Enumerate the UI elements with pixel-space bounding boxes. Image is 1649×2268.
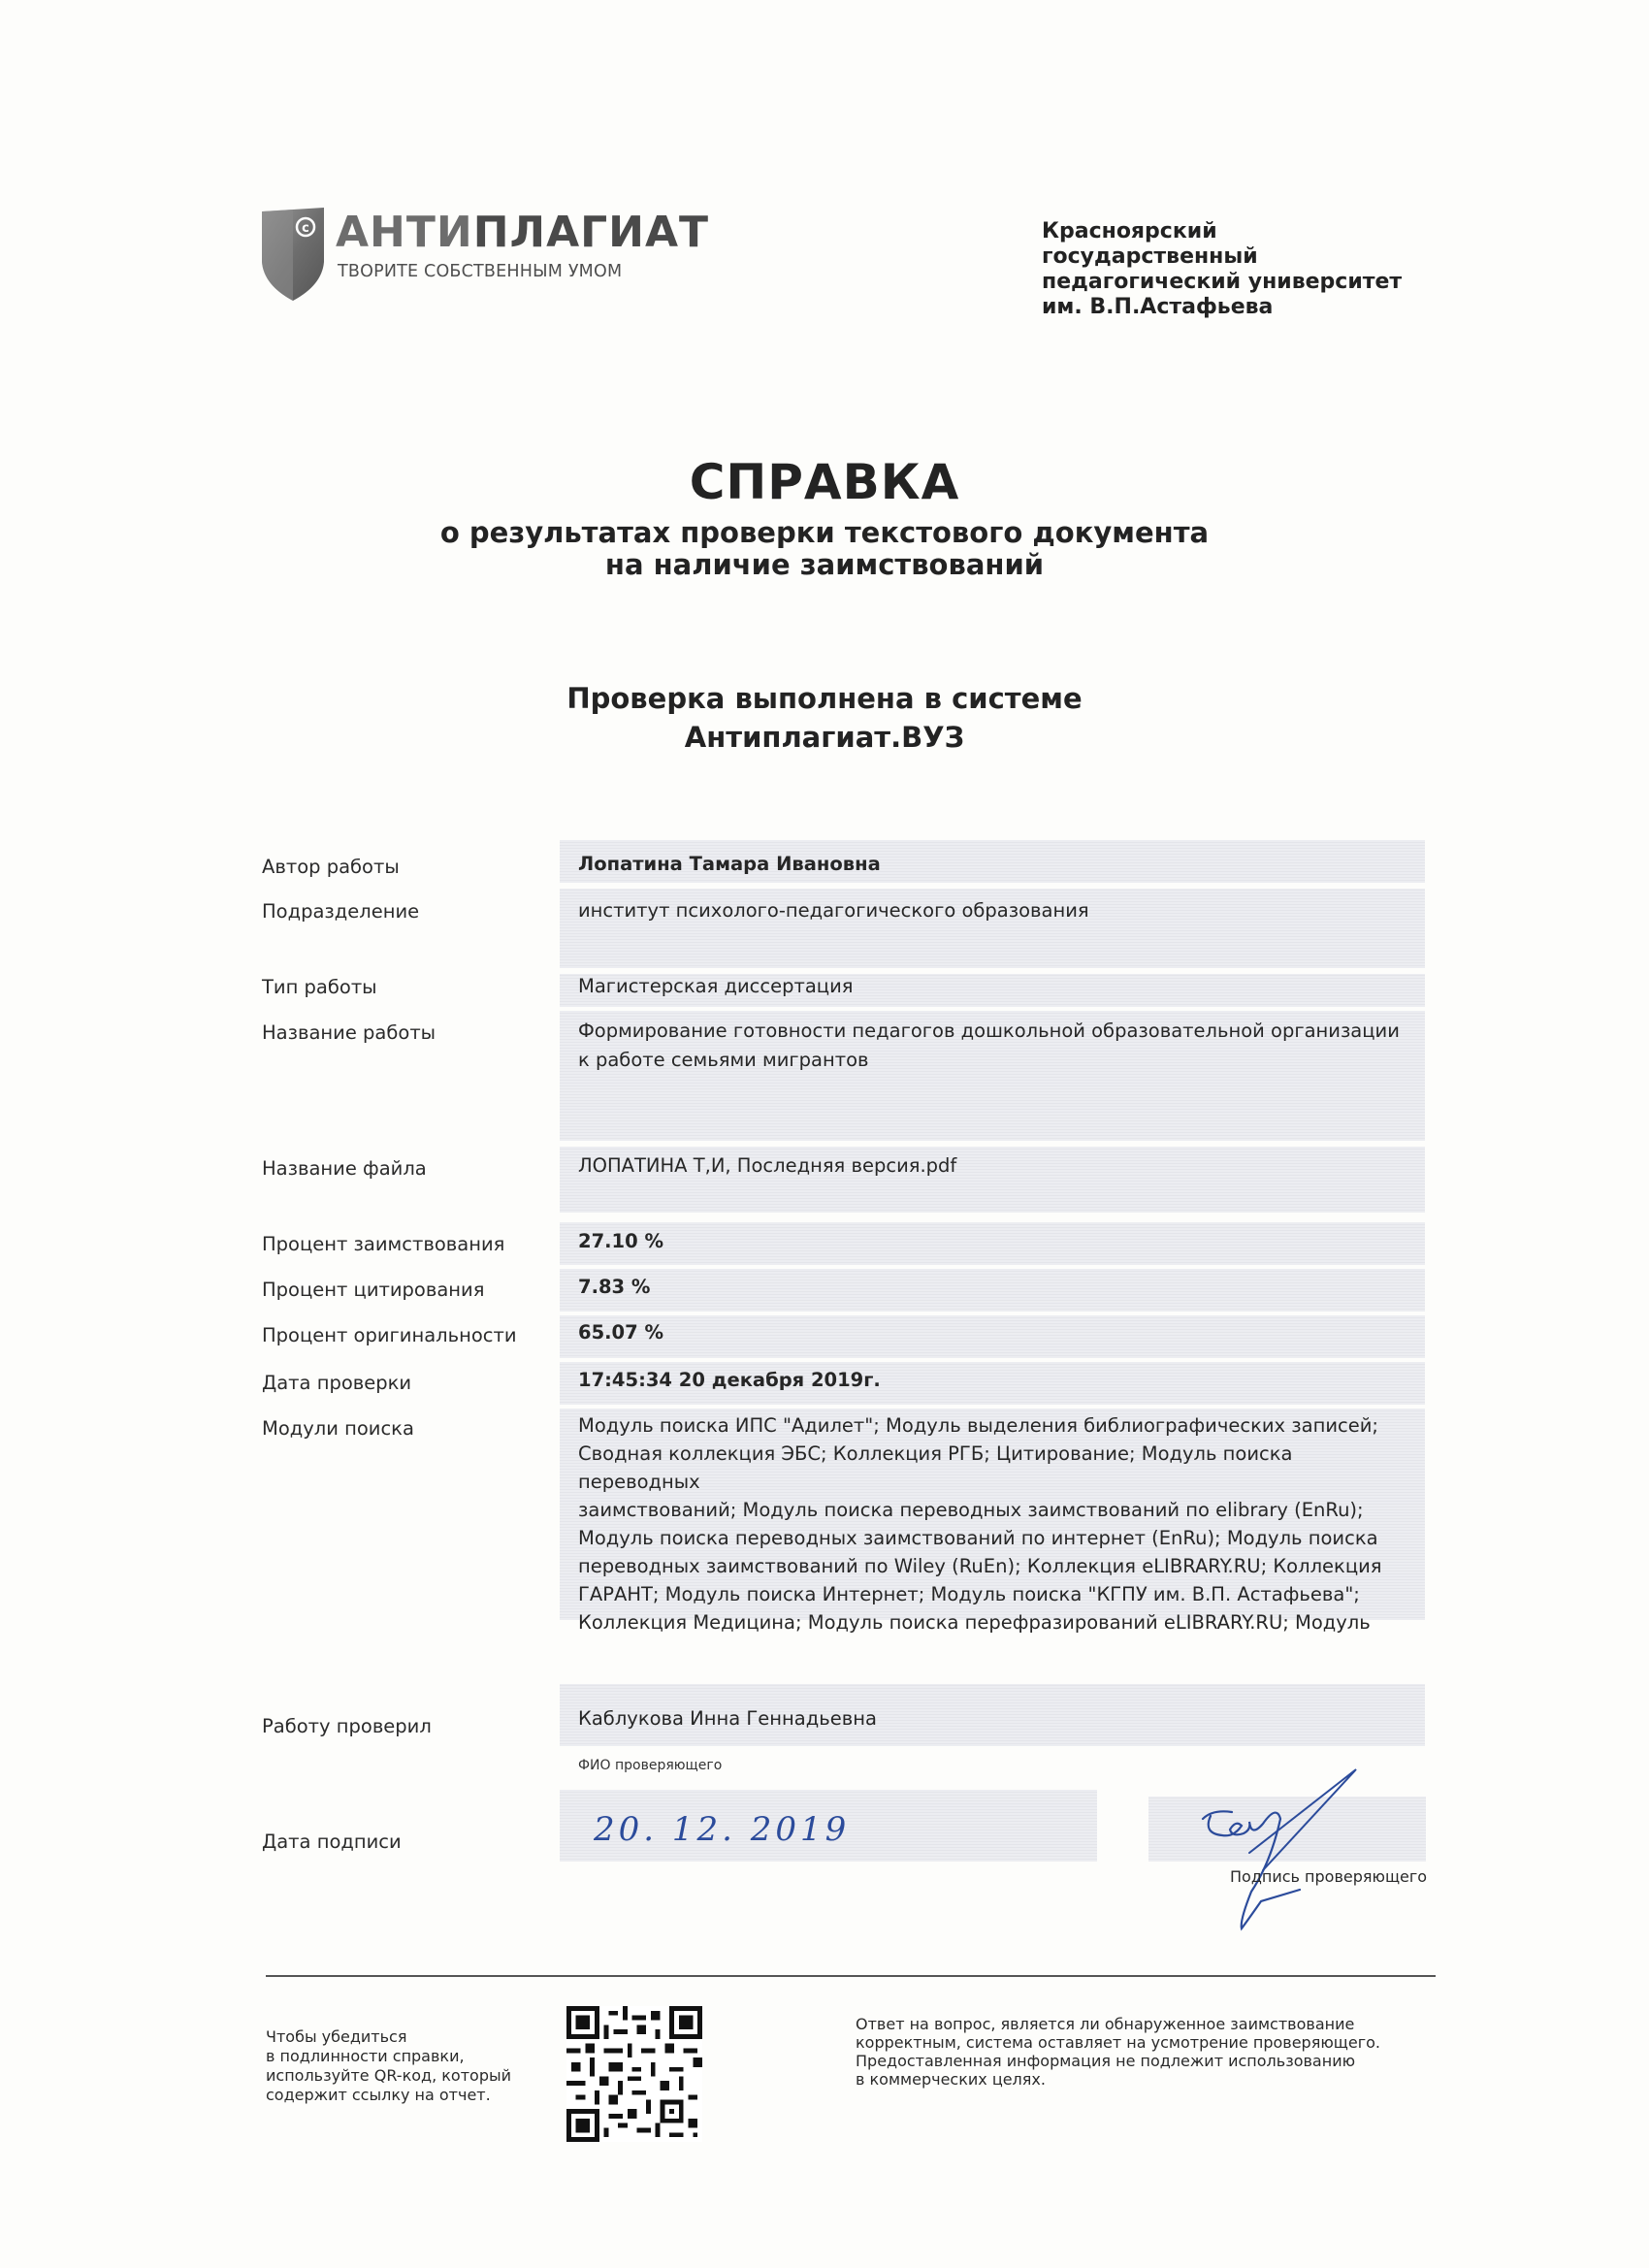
footer-right-line: корректным, система оставляет на усмотрение проверяющего.: [856, 2033, 1380, 2052]
field-box-originality: [560, 1315, 1425, 1358]
label-work-type: Тип работы: [262, 976, 377, 998]
label-modules: Модули поиска: [262, 1417, 414, 1440]
university-line: им. В.П.Астафьева: [1042, 295, 1274, 319]
value-department: институт психолого-педагогического образования: [578, 899, 1089, 922]
logo-title: [336, 208, 710, 257]
footer-disclaimer: [856, 2015, 1380, 2089]
module-line: ГАРАНТ; Модуль поиска Интернет; Модуль поиска "КГПУ им. В.П. Астафьева";: [578, 1583, 1360, 1605]
signature-icon: [1193, 1756, 1368, 1940]
value-check-date: 17:45:34 20 декабря 2019г.: [578, 1369, 881, 1391]
document-subtitle: [0, 517, 1649, 581]
system-line: Проверка выполнена в системе: [566, 682, 1083, 715]
subtitle-line: о результатах проверки текстового документа: [439, 516, 1210, 549]
module-line: переводных заимствований по Wiley (RuEn); Коллекция eLIBRARY.RU; Коллекция: [578, 1555, 1382, 1577]
label-borrowing: Процент заимствования: [262, 1233, 505, 1255]
subtitle-line: на наличие заимствований: [604, 548, 1045, 581]
module-line: Коллекция Медицина; Модуль поиска перефразирований eLIBRARY.RU; Модуль: [578, 1611, 1371, 1634]
checker-caption: ФИО проверяющего: [578, 1758, 723, 1773]
value-file-name: ЛОПАТИНА Т,И, Последняя версия.pdf: [578, 1154, 957, 1177]
label-checker: Работу проверил: [262, 1715, 432, 1737]
logo-title-part2: ПЛАГИАТ: [472, 208, 710, 257]
university-line: государственный: [1042, 244, 1258, 269]
label-check-date: Дата проверки: [262, 1372, 412, 1394]
footer-right-line: Предоставленная информация не подлежит использованию: [856, 2052, 1356, 2070]
system-heading: [0, 679, 1649, 757]
field-box-borrowing: [560, 1222, 1425, 1265]
footer-right-line: в коммерческих целях.: [856, 2070, 1046, 2089]
value-author: Лопатина Тамара Ивановна: [578, 853, 881, 875]
university-line: педагогический университет: [1042, 270, 1403, 294]
value-citation: 7.83 %: [578, 1276, 651, 1298]
logo-tagline: ТВОРИТЕ СОБСТВЕННЫМ УМОМ: [338, 262, 623, 281]
module-line: Сводная коллекция ЭБС; Коллекция РГБ; Цитирование; Модуль поиска переводных: [578, 1442, 1293, 1493]
value-checker: Каблукова Инна Геннадьевна: [578, 1707, 877, 1730]
field-box-citation: [560, 1269, 1425, 1312]
university-line: Красноярский: [1042, 219, 1217, 243]
work-title-line: к работе семьями мигрантов: [578, 1049, 869, 1071]
handwritten-date: 20. 12. 2019: [594, 1810, 851, 1849]
footer-left-line: Чтобы убедиться: [266, 2027, 407, 2046]
value-work-title: [578, 1017, 1400, 1075]
value-modules: [578, 1411, 1412, 1636]
footer-qr-note: [266, 2027, 511, 2105]
logo-title-part1: АНТИ: [336, 208, 473, 257]
label-department: Подразделение: [262, 900, 420, 923]
footer-divider: [266, 1975, 1436, 1977]
module-line: Модуль поиска переводных заимствований по интернет (EnRu); Модуль поиска: [578, 1527, 1378, 1549]
copyright-shield-icon: [260, 206, 326, 303]
document-title: СПРАВКА: [689, 454, 960, 510]
label-citation: Процент цитирования: [262, 1279, 485, 1301]
qr-code-icon[interactable]: [566, 2006, 702, 2142]
label-work-title: Название работы: [262, 1021, 436, 1044]
signature-caption: Подпись проверяющего: [1230, 1867, 1428, 1886]
university-name: [1042, 219, 1402, 320]
label-author: Автор работы: [262, 856, 400, 878]
footer-left-line: используйте QR-код, который: [266, 2066, 511, 2085]
label-file-name: Название файла: [262, 1157, 427, 1180]
label-originality: Процент оригинальности: [262, 1324, 517, 1346]
value-originality: 65.07 %: [578, 1321, 664, 1344]
footer-left-line: содержит ссылку на отчет.: [266, 2086, 491, 2104]
module-line: Модуль поиска ИПС "Адилет"; Модуль выделения библиографических записей;: [578, 1414, 1378, 1437]
svg-text:c: c: [302, 221, 309, 236]
value-work-type: Магистерская диссертация: [578, 975, 854, 997]
value-borrowing: 27.10 %: [578, 1230, 664, 1252]
module-line: заимствований; Модуль поиска переводных заимствований по elibrary (EnRu);: [578, 1499, 1364, 1521]
label-sign-date: Дата подписи: [262, 1831, 402, 1853]
footer-left-line: в подлинности справки,: [266, 2047, 465, 2065]
work-title-line: Формирование готовности педагогов дошкольной образовательной организации: [578, 1020, 1400, 1042]
footer-right-line: Ответ на вопрос, является ли обнаруженное заимствование: [856, 2015, 1355, 2033]
system-line: Антиплагиат.ВУЗ: [684, 721, 965, 754]
